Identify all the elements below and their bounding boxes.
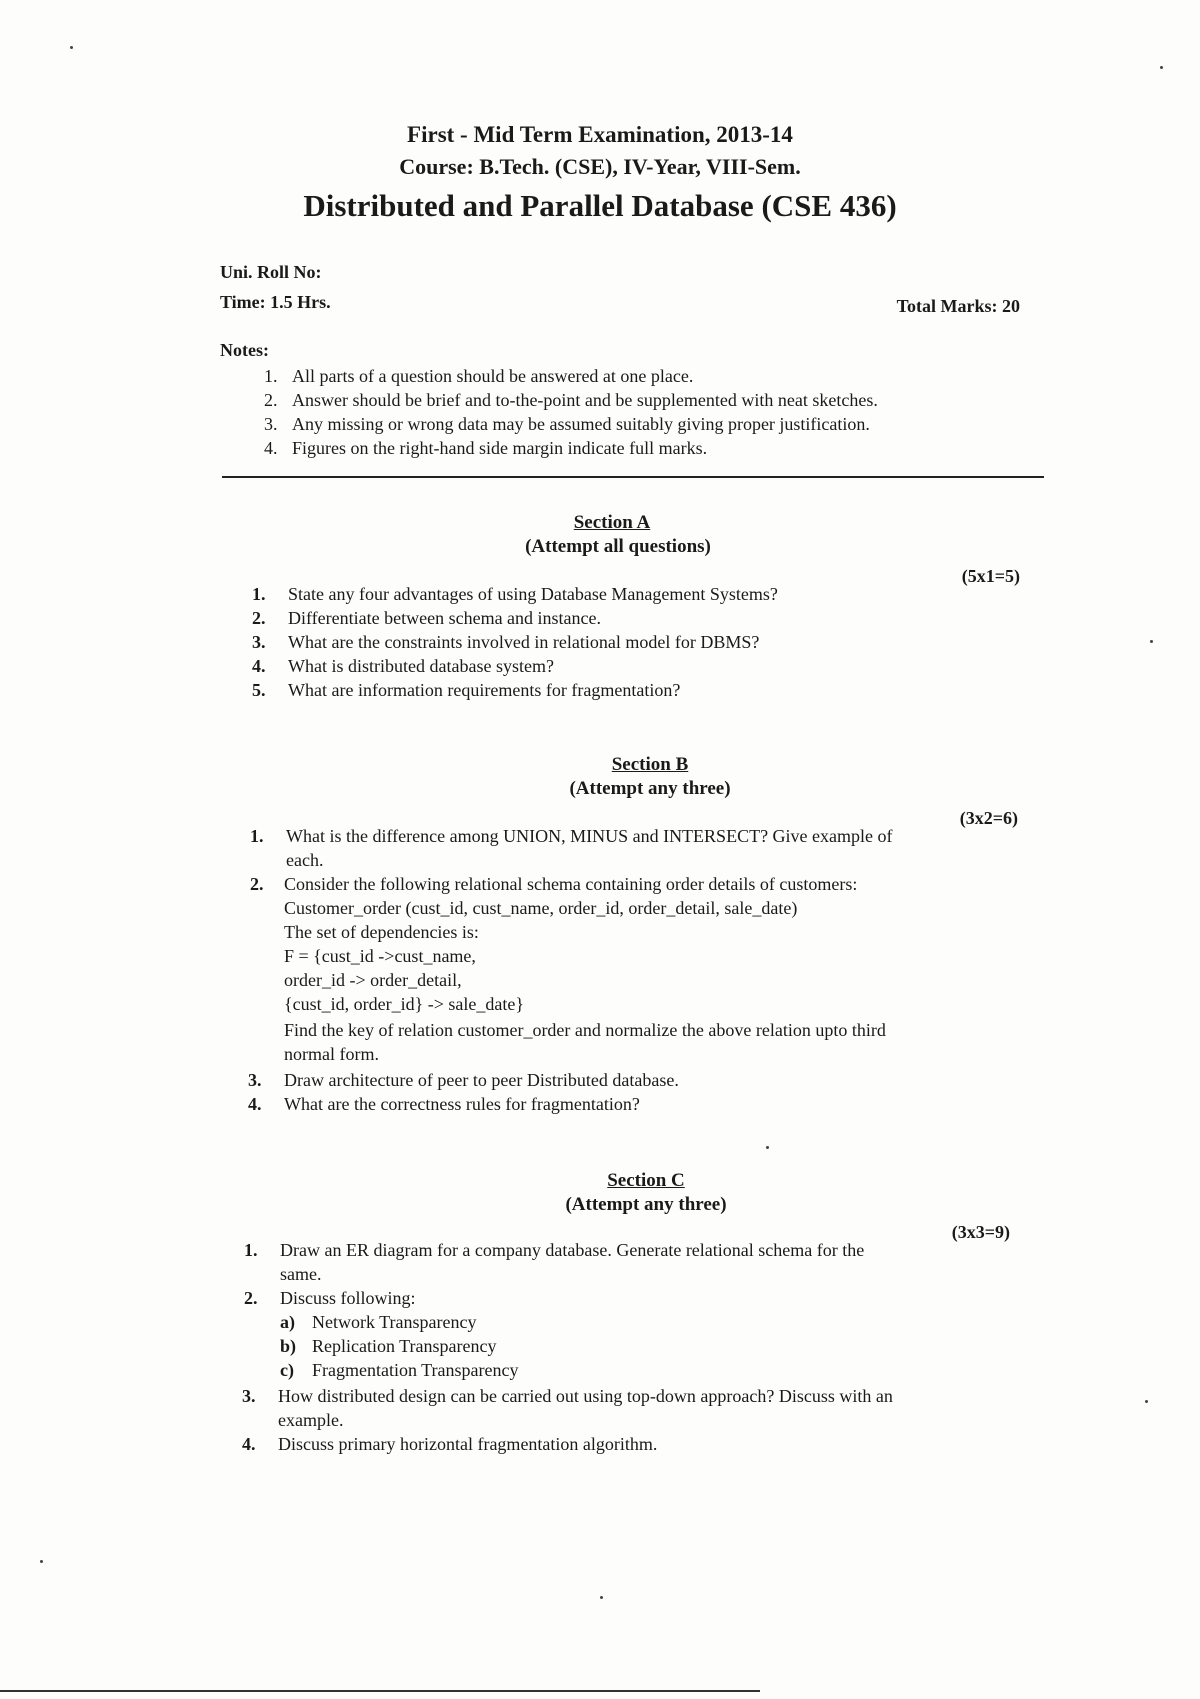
question-text: Draw an ER diagram for a company database. Generate relational schema for the [280,1240,865,1260]
subject-title: Distributed and Parallel Database (CSE 436) [303,188,897,223]
sub-item-letter: a) [280,1312,295,1332]
scan-speck [70,46,73,49]
section-b-marks: (3x2=6) [959,808,1018,828]
scan-speck [766,1146,769,1149]
dependency-line: {cust_id, order_id} -> sale_date} [284,994,525,1014]
note-text: All parts of a question should be answered at one place. [292,366,694,386]
section-b-title: Section B [611,754,689,775]
question-text: State any four advantages of using Database Management Systems? [288,584,778,604]
question-number: 4. [252,656,266,676]
question-number: 1. [250,826,264,846]
question-item [252,680,681,701]
exam-title: First - Mid Term Examination, 2013-14 [407,122,793,147]
question-number: 2. [244,1288,258,1308]
note-number: 3. [264,414,278,434]
sub-item-text: Fragmentation Transparency [312,1360,519,1380]
question-text: Differentiate between schema and instance. [288,608,602,628]
scan-speck [1150,640,1153,643]
sub-item-text: Replication Transparency [312,1336,497,1356]
question-text: Discuss following: [280,1288,416,1308]
notes-heading: Notes: [220,340,269,360]
schema-line: Customer_order (cust_id, cust_name, order_id, order_detail, sale_date) [284,898,798,918]
question-item [242,1386,893,1430]
question-item [244,1288,519,1380]
question-text: How distributed design can be carried out using top-down approach? Discuss with an [278,1386,893,1406]
roll-no-label: Uni. Roll No: [220,262,322,282]
question-item [250,826,893,870]
dependency-heading: The set of dependencies is: [284,922,479,942]
question-text-cont: Find the key of relation customer_order and normalize the above relation upto third [284,1020,886,1040]
sub-item [280,1336,497,1357]
question-number: 3. [252,632,266,652]
note-item [264,414,870,435]
question-text: What are information requirements for fragmentation? [288,680,681,700]
question-text-cont: example. [278,1410,344,1430]
question-text: What is the difference among UNION, MINUS and INTERSECT? Give example of [286,826,893,846]
question-text: What is distributed database system? [288,656,554,676]
note-text: Answer should be brief and to-the-point and be supplemented with neat sketches. [292,390,878,410]
question-text: Discuss primary horizontal fragmentation algorithm. [278,1434,658,1454]
total-marks: Total Marks: 20 [896,296,1020,316]
sub-item-letter: c) [280,1360,294,1380]
note-item [264,438,708,459]
scan-speck [600,1596,603,1599]
question-item [244,1240,865,1284]
time-label: Time: 1.5 Hrs. [220,292,331,312]
note-number: 4. [264,438,278,458]
question-text-cont: each. [286,850,324,870]
question-text: What are the correctness rules for fragmentation? [284,1094,640,1114]
question-item [252,632,760,653]
question-number: 1. [252,584,266,604]
sub-item [280,1360,519,1381]
question-number: 3. [242,1386,256,1406]
scan-edge-line [0,1690,760,1692]
section-a-subtitle: (Attempt all questions) [525,536,711,557]
note-number: 1. [264,366,278,386]
question-item [242,1434,658,1455]
question-text-cont: normal form. [284,1044,379,1064]
question-number: 2. [252,608,266,628]
course-line: Course: B.Tech. (CSE), IV-Year, VIII-Sem. [399,154,801,179]
divider-line [222,476,1044,478]
dependency-line: F = {cust_id ->cust_name, [284,946,476,966]
question-item [252,584,778,605]
question-item [248,1070,679,1091]
question-item [248,1094,640,1115]
question-number: 1. [244,1240,258,1260]
sub-item [280,1312,477,1333]
section-b-subtitle: (Attempt any three) [569,778,731,799]
section-a-marks: (5x1=5) [961,566,1020,586]
scan-speck [1145,1400,1148,1403]
question-text: Draw architecture of peer to peer Distributed database. [284,1070,679,1090]
dependency-line: order_id -> order_detail, [284,970,462,990]
note-number: 2. [264,390,278,410]
note-text: Any missing or wrong data may be assumed suitably giving proper justification. [292,414,870,434]
question-item [250,874,886,1064]
question-item [252,608,602,629]
question-number: 2. [250,874,264,894]
note-item [264,390,878,411]
question-number: 4. [248,1094,262,1114]
question-item [252,656,554,677]
section-a-title: Section A [573,512,651,533]
question-number: 3. [248,1070,262,1090]
section-c-subtitle: (Attempt any three) [565,1194,727,1215]
note-text: Figures on the right-hand side margin indicate full marks. [292,438,708,458]
sub-item-letter: b) [280,1336,297,1356]
question-number: 5. [252,680,266,700]
section-c-title: Section C [607,1170,685,1191]
question-text-cont: same. [280,1264,322,1284]
section-c-marks: (3x3=9) [951,1222,1010,1242]
question-text: Consider the following relational schema containing order details of customers: [284,874,858,894]
scan-speck [40,1560,43,1563]
sub-item-text: Network Transparency [312,1312,477,1332]
question-number: 4. [242,1434,256,1454]
scan-speck [1160,66,1163,69]
question-text: What are the constraints involved in relational model for DBMS? [288,632,760,652]
note-item [264,366,694,387]
